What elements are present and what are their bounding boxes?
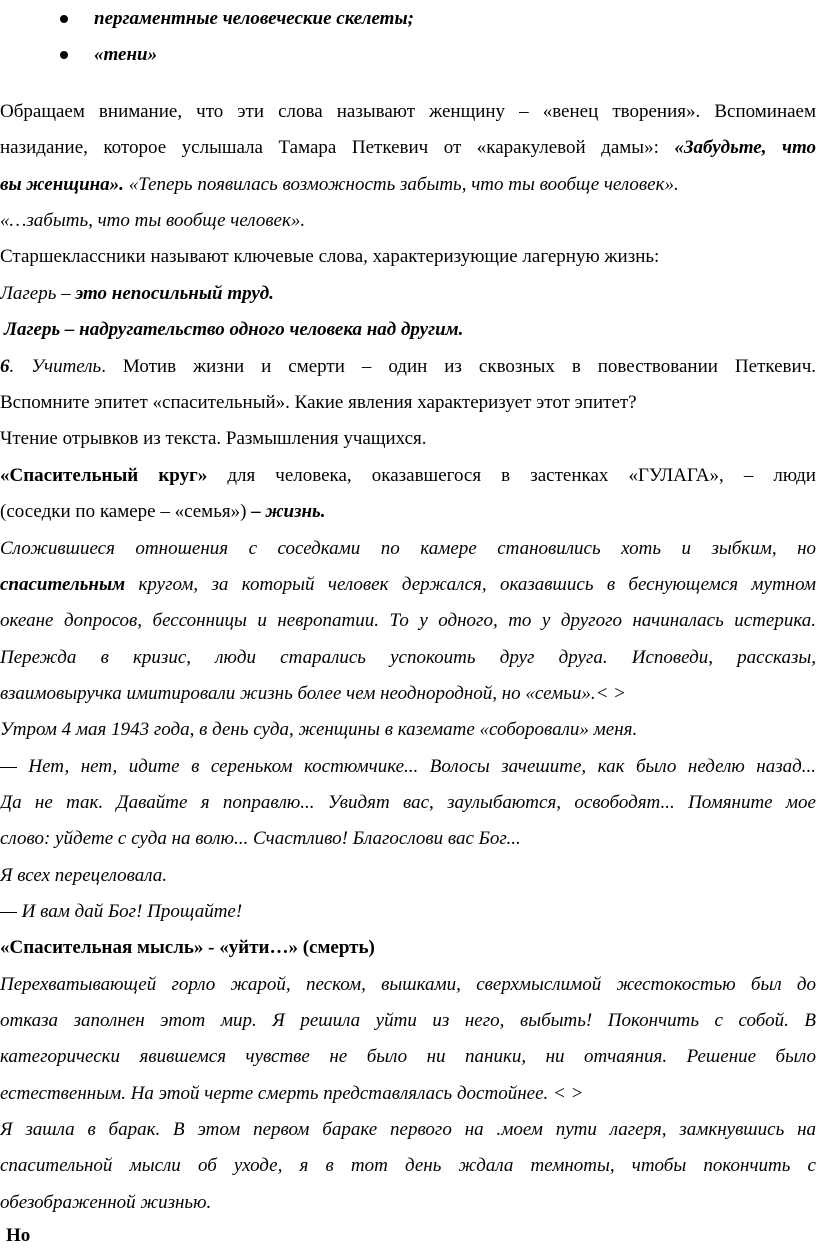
paragraph-line xyxy=(0,388,816,418)
quote-line xyxy=(0,1151,816,1181)
emphasis: спасительным xyxy=(0,574,126,595)
quote-bold: вы женщина». xyxy=(0,174,124,195)
term: Лагерь – xyxy=(0,283,76,304)
quote-line xyxy=(0,897,816,927)
text: категорически явившемся чувстве не было ни паники, ни отчаяния. Решение было xyxy=(0,1046,816,1067)
text: — Нет, нет, идите в сереньком костюмчике... Волосы зачешите, как было неделю назад... xyxy=(0,756,816,777)
text: Обращаем внимание, что эти слова называют женщину – «венец творения». Вспоминаем xyxy=(0,101,816,122)
text: Да не так. Давайте я поправлю... Увидят вас, заулыбаются, освободят... Помяните мое xyxy=(0,792,816,813)
text: Но xyxy=(6,1225,31,1246)
text: «…забыть, что ты вообще человек». xyxy=(0,210,306,231)
quote-line xyxy=(0,1115,816,1145)
paragraph-line xyxy=(0,206,816,236)
text: назидание, которое услышала Тамара Петкевич от «каракулевой дамы»: xyxy=(0,137,675,158)
text: — И вам дай Бог! Прощайте! xyxy=(0,901,243,922)
text: (соседки по камере – «семья») xyxy=(0,501,247,522)
text: Сложившиеся отношения с соседками по камере становились хоть и зыбким, но xyxy=(0,538,816,559)
text: Я зашла в барак. В этом первом бараке первого на .моем пути лагеря, замкнувшись на xyxy=(0,1119,816,1140)
text: Я всех перецеловала. xyxy=(0,865,167,886)
quote-line xyxy=(0,570,816,600)
role-label: Учитель xyxy=(31,356,102,377)
text: для человека, оказавшегося в застенках «ГУЛАГА», – люди xyxy=(207,465,816,486)
camp-definition-1 xyxy=(0,279,816,309)
text: Чтение отрывков из текста. Размышления учащихся. xyxy=(0,428,427,449)
text: естественным. На этой черте смерть представлялась достойнее. < > xyxy=(0,1083,584,1104)
text: Перехватывающей горло жарой, песком, вышками, сверхмыслимой жестокостью был до xyxy=(0,974,816,995)
text: Старшеклассники называют ключевые слова, характеризующие лагерную жизнь: xyxy=(0,246,660,267)
paragraph-line xyxy=(0,424,816,454)
text: отказа заполнен этот мир. Я решила уйти из него, выбыть! Покончить с собой. В xyxy=(0,1010,816,1031)
quote-italic: «Теперь появилась возможность забыть, что ты вообще человек». xyxy=(123,174,679,195)
quote-line xyxy=(0,606,816,636)
text: Пережда в кризис, люди старались успокоить друг друга. Исповеди, рассказы, xyxy=(0,647,816,668)
text: Утром 4 мая 1943 года, в день суда, женщины в каземате «соборовали» меня. xyxy=(0,719,638,740)
quote-line xyxy=(0,752,816,782)
text: взаимовыручка имитировали жизнь более чем неоднородной, но «семьи».< > xyxy=(0,683,626,704)
term: Лагерь – xyxy=(4,319,80,340)
teacher-line xyxy=(0,352,816,382)
text: обезображенной жизнью. xyxy=(0,1192,212,1213)
paragraph-line xyxy=(0,242,816,272)
paragraph-line xyxy=(0,170,816,200)
paragraph-line xyxy=(0,133,816,163)
text: Вспомните эпитет «спасительный». Какие явления характеризует этот эпитет? xyxy=(0,392,637,413)
quote-line xyxy=(0,715,816,745)
quote-line xyxy=(0,1079,816,1109)
quote-line xyxy=(0,534,816,564)
quote-line xyxy=(0,1042,816,1072)
quote-line xyxy=(0,1006,816,1036)
text: слово: уйдете с суда на волю... Счастливо! Благослови вас Бог... xyxy=(0,828,521,849)
quote-line xyxy=(0,643,816,673)
definition: это непосильный труд. xyxy=(75,283,274,304)
bullet-item: пергаментные человеческие скелеты; xyxy=(94,8,414,29)
bullet-icon xyxy=(60,15,68,23)
text: спасительной мысли об уходе, я в тот день ждала темноты, чтобы покончить с xyxy=(0,1155,816,1176)
quote-line xyxy=(0,679,816,709)
definition: надругательство одного человека над другим. xyxy=(79,319,464,340)
step-number: 6 xyxy=(0,356,10,377)
quote-line xyxy=(0,1188,816,1218)
text: . Мотив жизни и смерти – один из сквозных в повествовании Петкевич. xyxy=(101,356,816,377)
quote-line xyxy=(0,788,816,818)
quote-line xyxy=(0,861,816,891)
heading-bold: «Спасительный круг» xyxy=(0,465,208,486)
bullet-icon xyxy=(60,51,68,59)
paragraph-line xyxy=(0,461,816,491)
bullet-item: «тени» xyxy=(94,44,158,65)
section-heading xyxy=(0,933,816,963)
quote-bold: «Забудьте, что xyxy=(674,137,816,158)
quote-line xyxy=(0,970,816,1000)
final-word xyxy=(6,1221,816,1251)
text: «Спасительная мысль» - «уйти…» (смерть) xyxy=(0,937,375,958)
text: океане допросов, бессонницы и невропатии. То у одного, то у другого начиналась истерика. xyxy=(0,610,816,631)
text: . xyxy=(9,356,32,377)
quote-line xyxy=(0,824,816,854)
emphasis: – жизнь. xyxy=(246,501,326,522)
paragraph-line xyxy=(0,97,816,127)
camp-definition-2 xyxy=(4,315,816,345)
paragraph-line xyxy=(0,497,816,527)
text: кругом, за который человек держался, оказавшись в беснующемся мутном xyxy=(125,574,816,595)
